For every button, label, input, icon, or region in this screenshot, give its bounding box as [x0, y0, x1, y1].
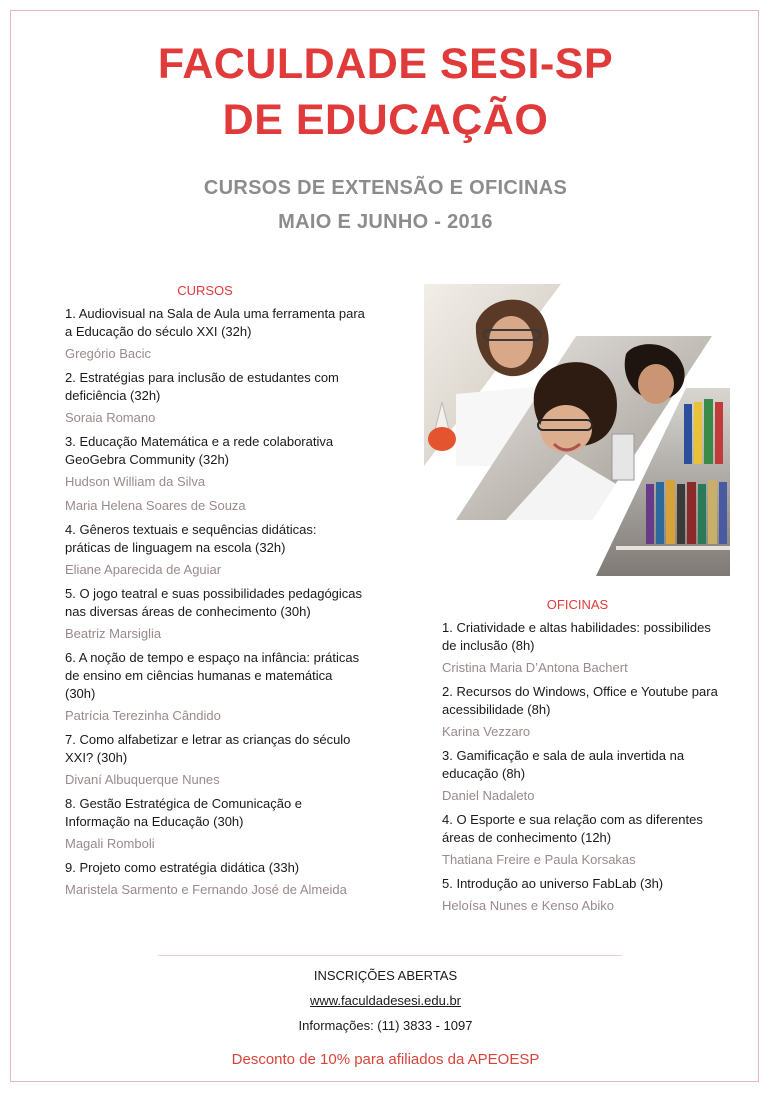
cursos-item-title: 6. A noção de tempo e espaço na infância: práticas de ensino em ciências humanas e matemática (30h) [65, 650, 360, 701]
oficinas-item-title: 3. Gamificação e sala de aula invertida na educação (8h) [442, 748, 685, 781]
oficinas-item-teacher: Heloísa Nunes e Kenso Abiko [442, 898, 614, 913]
footer-divider [158, 955, 622, 956]
cursos-item-title: 1. Audiovisual na Sala de Aula uma ferramenta para a Educação do século XXI (32h) [65, 306, 365, 339]
cursos-item-teacher: Maria Helena Soares de Souza [65, 498, 246, 513]
oficinas-list [442, 619, 722, 921]
cursos-item-teacher: Patrícia Terezinha Cândido [65, 708, 221, 723]
oficinas-item-teacher: Cristina Maria D’Antona Bachert [442, 660, 628, 675]
cursos-item-title: 8. Gestão Estratégica de Comunicação e Informação na Educação (30h) [65, 796, 303, 829]
cursos-item-title: 4. Gêneros textuais e sequências didáticas: práticas de linguagem na escola (32h) [65, 522, 317, 555]
subtitle-line-2: MAIO E JUNHO - 2016 [278, 211, 493, 233]
students-lab-photo [416, 284, 730, 576]
cursos-item-title: 2. Estratégias para inclusão de estudantes com deficiência (32h) [65, 370, 339, 403]
discount-notice: Desconto de 10% para afiliados da APEOESP [231, 1051, 540, 1068]
cursos-item-teacher: Eliane Aparecida de Aguiar [65, 562, 222, 577]
oficinas-item-title: 4. O Esporte e sua relação com as diferentes áreas de conhecimento (12h) [442, 812, 703, 845]
cursos-item-teacher: Hudson William da Silva [65, 474, 206, 489]
oficinas-item-title: 5. Introdução ao universo FabLab (3h) [442, 876, 664, 891]
oficinas-heading: OFICINAS [546, 597, 609, 612]
cursos-item-title: 7. Como alfabetizar e letrar as crianças do século XXI? (30h) [65, 732, 351, 765]
cursos-item-teacher: Soraia Romano [65, 410, 156, 425]
cursos-item-title: 9. Projeto como estratégia didática (33h) [65, 860, 300, 875]
cursos-item-teacher: Beatriz Marsiglia [65, 626, 162, 641]
oficinas-item-teacher: Karina Vezzaro [442, 724, 531, 739]
oficinas-item-title: 1. Criatividade e altas habilidades: possibilides de inclusão (8h) [442, 620, 711, 653]
title-line-1: FACULDADE SESI-SP [157, 40, 614, 88]
inscricoes-text: INSCRIÇÕES ABERTAS [313, 968, 458, 983]
cursos-item-teacher: Gregório Bacic [65, 346, 151, 361]
cursos-item-title: 3. Educação Matemática e a rede colaborativa GeoGebra Community (32h) [65, 434, 334, 467]
oficinas-item-title: 2. Recursos do Windows, Office e Youtube para acessibilidade (8h) [442, 684, 718, 717]
cursos-list [65, 305, 365, 905]
cursos-item-teacher: Maristela Sarmento e Fernando José de Almeida [65, 882, 347, 897]
website-link[interactable]: www.faculdadesesi.edu.br [309, 993, 462, 1008]
cursos-item-title: 5. O jogo teatral e suas possibilidades pedagógicas nas diversas áreas de conhecimento (30h) [65, 586, 363, 619]
cursos-item-teacher: Magali Romboli [65, 836, 155, 851]
title-line-2: DE EDUCAÇÃO [222, 96, 549, 144]
oficinas-item-teacher: Thatiana Freire e Paula Korsakas [442, 852, 636, 867]
cursos-item-teacher: Divaní Albuquerque Nunes [65, 772, 220, 787]
subtitle-line-1: CURSOS DE EXTENSÃO E OFICINAS [203, 177, 568, 199]
info-phone: Informações: (11) 3833 - 1097 [298, 1018, 473, 1033]
cursos-heading: CURSOS [177, 283, 233, 298]
oficinas-item-teacher: Daniel Nadaleto [442, 788, 535, 803]
